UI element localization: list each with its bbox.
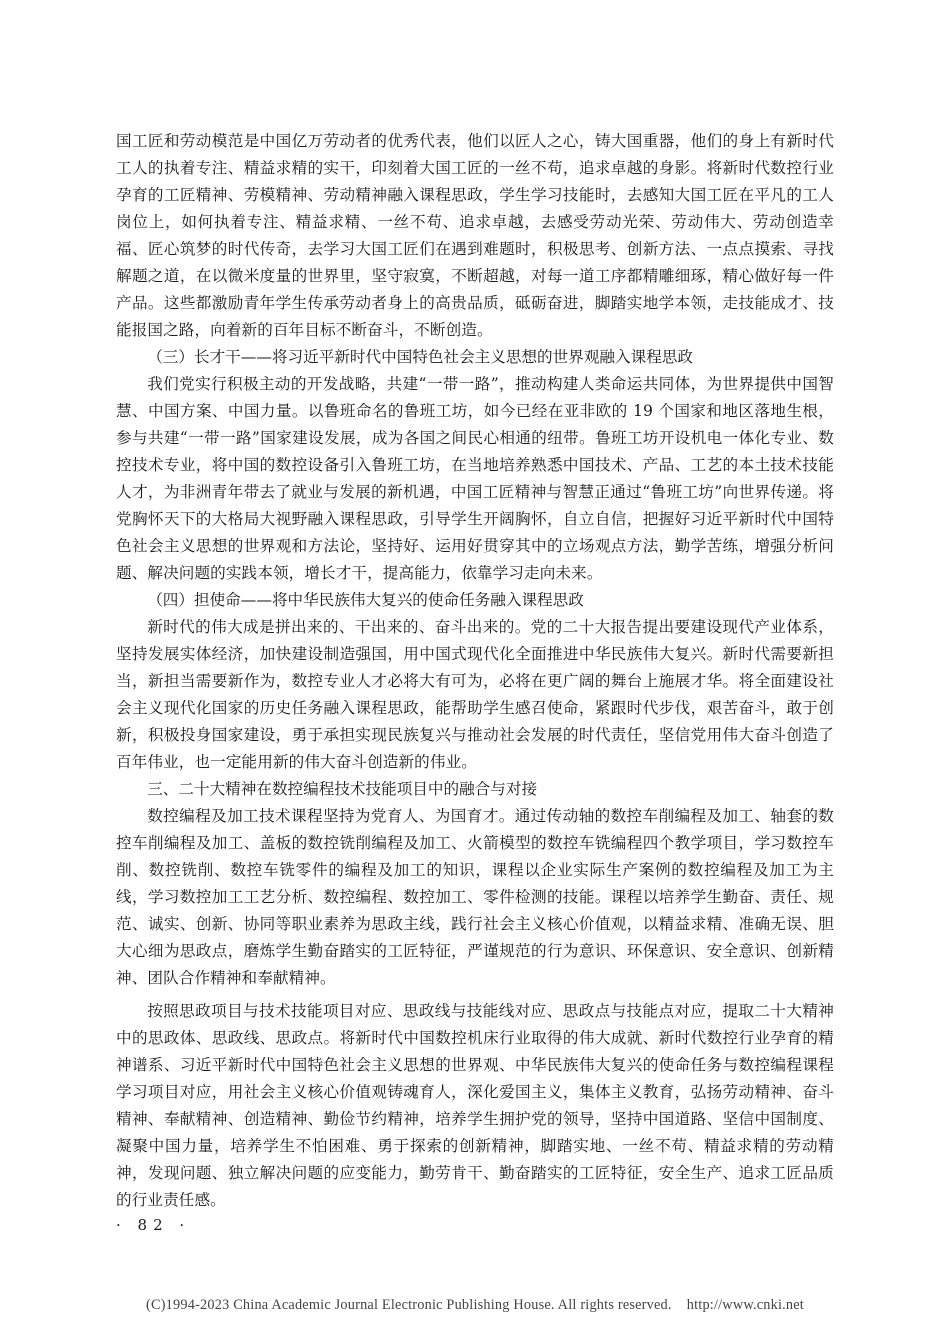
paragraph: 我们党实行积极主动的开发战略，共建“一带一路”，推动构建人类命运共同体，为世界提供中国智慧、中国方案、中国力量。以鲁班命名的鲁班工坊，如今已经在亚非欧的 19 个国家和地区落地生根，参与共建“一带一路”国家建设发展，成为各国之间民心相通的纽带。鲁班工坊开设机电一体化专业、数控技术专业，将中国的数控设备引入鲁班工坊，在当地培养熟悉中国技术、产品、工艺的本土技术技能人才，为非洲青年带去了就业与发展的新机遇，中国工匠精神与智慧正通过“鲁班工坊”向世界传递。将党胸怀天下的大格局大视野融入课程思政，引导学生开阔胸怀，自立自信，把握好习近平新时代中国特色社会主义思想的世界观和方法论，坚持好、运用好贯穿其中的立场观点方法，勤学苦练，增强分析问题、解决问题的实践本领，增长才干，提高能力，依靠学习走向未来。 <box>116 375 834 582</box>
subsection-heading-3: （三）长才干——将习近平新时代中国特色社会主义思想的世界观融入课程思政 <box>147 348 693 366</box>
paragraph: 按照思政项目与技术技能项目对应、思政线与技能线对应、思政点与技能点对应，提取二十大精神中的思政体、思政线、思政点。将新时代中国数控机床行业取得的伟大成就、新时代数控行业孕育的精神谱系、习近平新时代中国特色社会主义思想的世界观、中华民族伟大复兴的使命任务与数控编程课程学习项目对应，用社会主义核心价值观铸魂育人，深化爱国主义，集体主义教育，弘扬劳动精神、奋斗精神、奉献精神、创造精神、勤俭节约精神，培养学生拥护党的领导，坚持中国道路、坚信中国制度、凝聚中国力量，培养学生不怕困难、勇于探索的创新精神，脚踏实地、一丝不苟、精益求精的劳动精神，发现问题、独立解决问题的应变能力，勤劳肯干、勤奋踏实的工匠特征，安全生产、追求工匠品质的行业责任感。 <box>116 1002 834 1209</box>
article-body <box>116 128 834 1214</box>
paragraph-continued: 国工匠和劳动模范是中国亿万劳动者的优秀代表，他们以匠人之心，铸大国重器，他们的身上有新时代工人的执着专注、精益求精的实干，印刻着大国工匠的一丝不苟，追求卓越的身影。将新时代数控行业孕育的工匠精神、劳模精神、劳动精神融入课程思政，学生学习技能时，去感知大国工匠在平凡的工人岗位上，如何执着专注、精益求精、一丝不苟、追求卓越，去感受劳动光荣、劳动伟大、劳动创造幸福、匠心筑梦的时代传奇，去学习大国工匠们在遇到难题时，积极思考、创新方法、一点点摸索、寻找解题之道，在以微米度量的世界里，坚守寂寞，不断超越，对每一道工序都精雕细琢，精心做好每一件产品。这些都激励青年学生传承劳动者身上的高贵品质，砥砺奋进，脚踏实地学本领，走技能成才、技能报国之路，向着新的百年目标不断奋斗，不断创造。 <box>116 132 834 339</box>
page-number: · 82 · <box>116 1216 191 1234</box>
paragraph: 新时代的伟大成是拼出来的、干出来的、奋斗出来的。党的二十大报告提出要建设现代产业体系，坚持发展实体经济，加快建设制造强国，用中国式现代化全面推进中华民族伟大复兴。新时代需要新担当，新担当需要新作为，数控专业人才必将大有可为，必将在更广阔的舞台上施展才华。将全面建设社会主义现代化国家的历史任务融入课程思政，能帮助学生感召使命，紧跟时代步伐，艰苦奋斗，敢于创新，积极投身国家建设，勇于承担实现民族复兴与推动社会发展的时代责任，坚信党用伟大奋斗创造了百年伟业，也一定能用新的伟大奋斗创造新的伟业。 <box>116 618 834 771</box>
section-heading-3: 三、二十大精神在数控编程技术技能项目中的融合与对接 <box>147 780 538 798</box>
paragraph: 数控编程及加工技术课程坚持为党育人、为国育才。通过传动轴的数控车削编程及加工、轴套的数控车削编程及加工、盖板的数控铣削编程及加工、火箭模型的数控车铣编程四个教学项目，学习数控车削、数控铣削、数控车铣零件的编程及加工的知识，课程以企业实际生产案例的数控编程及加工为主线，学习数控加工工艺分析、数控编程、数控加工、零件检测的技能。课程以培养学生勤奋、责任、规范、诚实、创新、协同等职业素养为思政主线，践行社会主义核心价值观，以精益求精、准确无误、胆大心细为思政点，磨炼学生勤奋踏实的工匠特征，严谨规范的行为意识、环保意识、安全意识、创新精神、团队合作精神和奉献精神。 <box>116 807 834 987</box>
subsection-heading-4: （四）担使命——将中华民族伟大复兴的使命任务融入课程思政 <box>147 591 584 609</box>
copyright-footer: (C)1994-2023 China Academic Journal Electronic Publishing House. All rights reserved. http://www.cnki.net <box>146 1297 804 1313</box>
